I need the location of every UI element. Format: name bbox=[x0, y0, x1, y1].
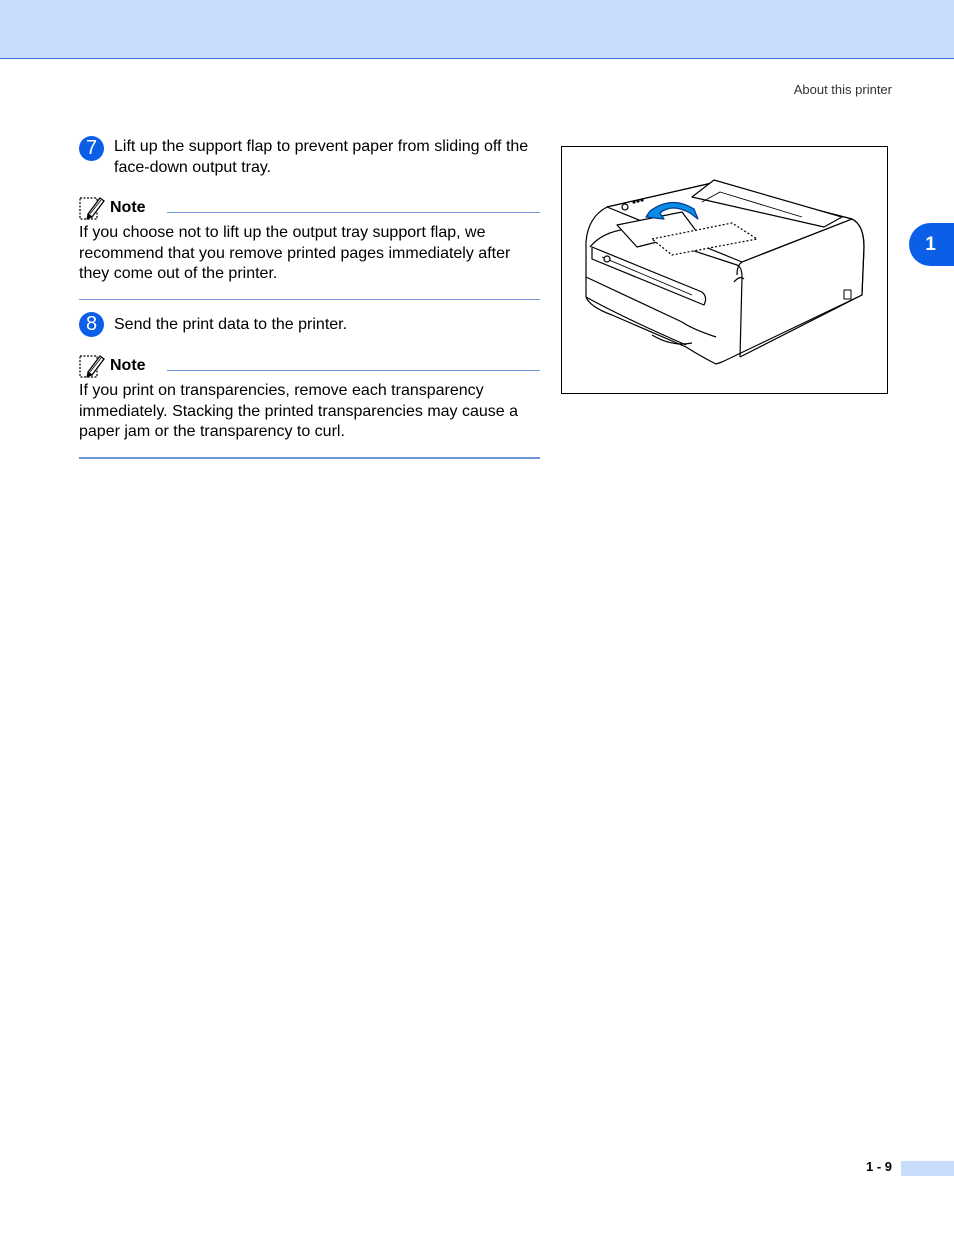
footer-band bbox=[901, 1161, 954, 1176]
note-title: Note bbox=[110, 199, 146, 216]
note-divider bbox=[79, 457, 540, 459]
note-pencil-icon bbox=[79, 353, 105, 379]
page-number: 1 - 9 bbox=[865, 1159, 892, 1174]
step-8 bbox=[79, 312, 539, 336]
note-block bbox=[79, 195, 540, 300]
note-block bbox=[79, 353, 540, 459]
step-text: Lift up the support flap to prevent paper from sliding off the face-down output tray. bbox=[114, 138, 529, 176]
note-header bbox=[79, 195, 540, 221]
note-body: If you print on transparencies, remove each transparency immediately. Stacking the printed transparencies may cause a paper jam or the transparency to curl. bbox=[79, 382, 519, 440]
note-pencil-icon bbox=[79, 195, 105, 221]
note-divider bbox=[79, 299, 540, 300]
note-rule bbox=[167, 212, 540, 213]
note-header bbox=[79, 353, 540, 379]
note-body: If you choose not to lift up the output tray support flap, we recommend that you remove printed pages immediately after they come out of the printer. bbox=[79, 224, 511, 282]
running-head: About this printer bbox=[793, 82, 892, 97]
step-7 bbox=[79, 136, 539, 178]
note-title: Note bbox=[110, 357, 146, 374]
step-number-badge: 8 bbox=[79, 312, 104, 337]
note-rule bbox=[167, 370, 540, 371]
step-number-badge: 7 bbox=[79, 136, 104, 161]
chapter-tab[interactable]: 1 bbox=[909, 223, 954, 266]
printer-figure bbox=[561, 146, 888, 394]
header-band bbox=[0, 0, 954, 59]
printer-illustration bbox=[562, 147, 889, 395]
step-text: Send the print data to the printer. bbox=[114, 316, 348, 333]
